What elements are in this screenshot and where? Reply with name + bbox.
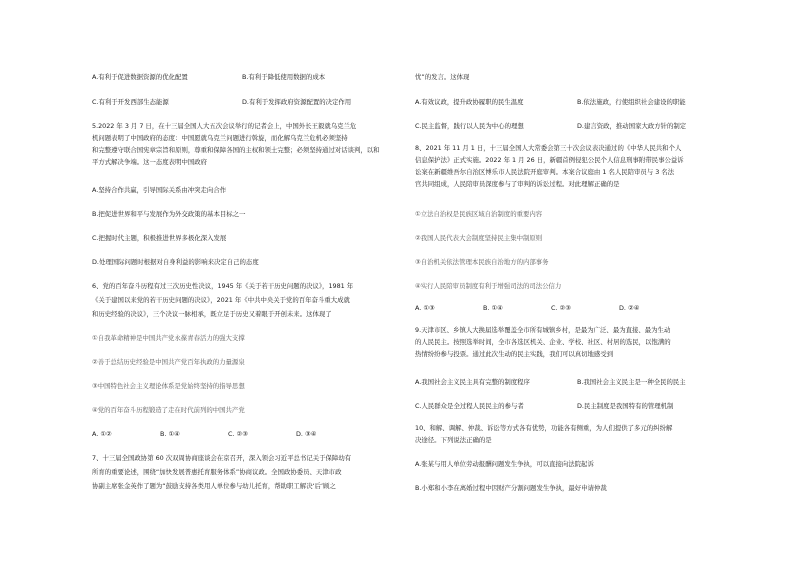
q8-choice-b: B. ①④	[483, 304, 503, 312]
q7-stem-line: 所育的重要论述，围绕“加快发展普惠托育服务体系”协商议政。全国政协委员、天津市政	[92, 468, 342, 476]
q5-stem-line: 机问题表明了中国政府的态度：中国愿就乌克兰问题进行斡旋，而化解乌克兰危机必须坚持	[92, 134, 348, 142]
q10-stem-line: 决途径。下列说法正确的是	[415, 436, 492, 444]
q5-stem-line: 和完整遵守联合国宪章宗旨和原则，尊重和保障各国的主权和领土完整；必须坚持通过对话谈判，以和	[92, 146, 380, 154]
q7-option-b: B.依法施政，行使组织社会建设的职能	[577, 98, 686, 106]
q5-option-a: A.坚持合作共赢，引导国际关系由冲突走向合作	[92, 186, 227, 194]
q6-item-4: ④党的百年奋斗历程锻造了走在时代前列的中国共产党	[92, 406, 245, 414]
q4-option-b: B.有利于降低使用数据的成本	[242, 73, 326, 81]
q6-choice-b: B. ①④	[160, 430, 180, 438]
q8-choice-c: C. ②③	[551, 304, 571, 312]
q9-option-c: C.人民群众是全过程人民民主的参与者	[415, 402, 524, 410]
q4-option-d: D.有利于发挥政府资源配置的决定作用	[242, 98, 352, 106]
q5-option-d: D.处理国际问题时根据对自身利益的影响来决定自己的态度	[92, 258, 259, 266]
q8-stem-line: 官共同组成，人民陪审员深度参与了审判的诉讼过程。对此理解正确的是	[415, 180, 620, 188]
q6-stem-line: 和历史经验的决议》，三个决议一脉相承，既立足于历史又着眼于开创未来。这体现了	[92, 310, 332, 318]
q8-stem-line: 信息保护法》正式实施。2022 年 1 月 26 日，新疆首例侵犯公民个人信息刑事附带民事公益诉	[415, 156, 684, 164]
q10-option-a: A.张某与用人单位劳动报酬问题发生争执，可以直接向法院起诉	[415, 460, 594, 468]
q6-choice-c: C. ②③	[228, 430, 248, 438]
q8-choice-d: D. ②④	[619, 304, 640, 312]
q8-item-2: ②我国人民代表大会制度坚持民主集中制原则	[415, 234, 543, 242]
q9-stem-line: 热情纷纷参与投票。通过此次生动的民主实践，我们可以真切地感受到	[415, 350, 614, 358]
q7-option-c: C.民主监督，践行以人民为中心的理想	[415, 122, 524, 130]
q7-stem-line: 协副主席张金英作了题为“鼓励支持各类用人单位参与幼儿托育，帮助职工解决‘后’顾之	[92, 482, 336, 490]
q8-choice-a: A. ①③	[415, 304, 435, 312]
q9-option-d: D.民主制度是我国特有的管理机制	[577, 402, 674, 410]
q9-option-b: B.我国社会主义民主是一种全民的民主	[577, 378, 686, 386]
q8-item-4: ④实行人民陪审员制度有利于增强司法的司法公信力	[415, 282, 562, 290]
q10-stem-line: 10、和解、调解、仲裁、诉讼等方式各有优势，功能各有侧重，为人们提供了多元的纠纷解	[415, 424, 673, 432]
q9-stem-line: 9.天津市区、乡镇人大换届选举覆盖全市所有城镇乡村，是最为广泛、最为直接、最为生动	[415, 326, 671, 334]
q6-choice-a: A. ①②	[92, 430, 112, 438]
q4-option-c: C.有利于开发西部生态能源	[92, 98, 169, 106]
q6-item-3: ③中国特色社会主义理论体系是党始终坚持的指导思想	[92, 382, 245, 390]
q6-choice-d: D. ③④	[296, 430, 317, 438]
q8-stem-line: 8、2021 年 11 月 1 日，十三届全国人大常委会第三十次会议表决通过的《中华人民共和个人	[415, 144, 682, 152]
q6-stem-line: 6、党的百年奋斗历程有过三次历史性决议，1945 年《关于若干历史问题的决议》，1981 年	[92, 282, 354, 290]
q7-stem-line: 7、十三届全国政协第 60 次双周协商座谈会在京召开，深入领会习近平总书记关于保障幼有	[92, 454, 352, 462]
q6-item-2: ②善于总结历史经验是中国共产党百年执政的力量源泉	[92, 358, 245, 366]
q6-item-1: ①自我革命精神是中国共产党永葆青春活力的强大支撑	[92, 334, 245, 342]
q5-stem-line: 平方式解决争端。这一态度表明中国政府	[92, 158, 208, 166]
q8-item-1: ①立法自治权是民族区域自治制度的重要内容	[415, 210, 543, 218]
q5-option-b: B.把促进世界和平与发展作为外交政策的基本目标之一	[92, 210, 246, 218]
q9-stem-line: 的人民民主。按照选举时间，全市各选区机关、企业、学校、社区、村居的选民，以饱满的	[415, 338, 671, 346]
q7-option-d: D.建言资政，推动国家大政方针的制定	[577, 122, 687, 130]
q5-stem-line: 5.2022 年 3 月 7 日，在十三届全国人大五次会议举行的记者会上，中国外长王毅就乌克兰危	[92, 122, 357, 130]
q8-stem-line: 讼案在新疆维吾尔自治区博乐市人民法院开庭审判。本案合议庭由 1 名人民陪审员与 3 名法	[415, 168, 675, 176]
q10-option-b: B.小郑和小李在离婚过程中因财产分割问题发生争执，最好申请仲裁	[415, 484, 607, 492]
q7-stem-continuation: 忧”的发言。这体现	[415, 73, 470, 81]
q4-option-a: A.有利于促进数据资源的优化配置	[92, 73, 188, 81]
q9-option-a: A.我国社会主义民主具有完整的制度程序	[415, 378, 530, 386]
q5-option-c: C.把握时代主题，积极推进世界多极化深入发展	[92, 234, 227, 242]
q7-option-a: A.有效议政，提升政协履职的民生温度	[415, 98, 524, 106]
q8-item-3: ③自治机关依法管理本民族自治地方的内部事务	[415, 258, 549, 266]
q6-stem-line: 《关于建国以来党的若干历史问题的决议》，2021 年《中共中央关于党的百年奋斗重大成就	[92, 296, 350, 304]
